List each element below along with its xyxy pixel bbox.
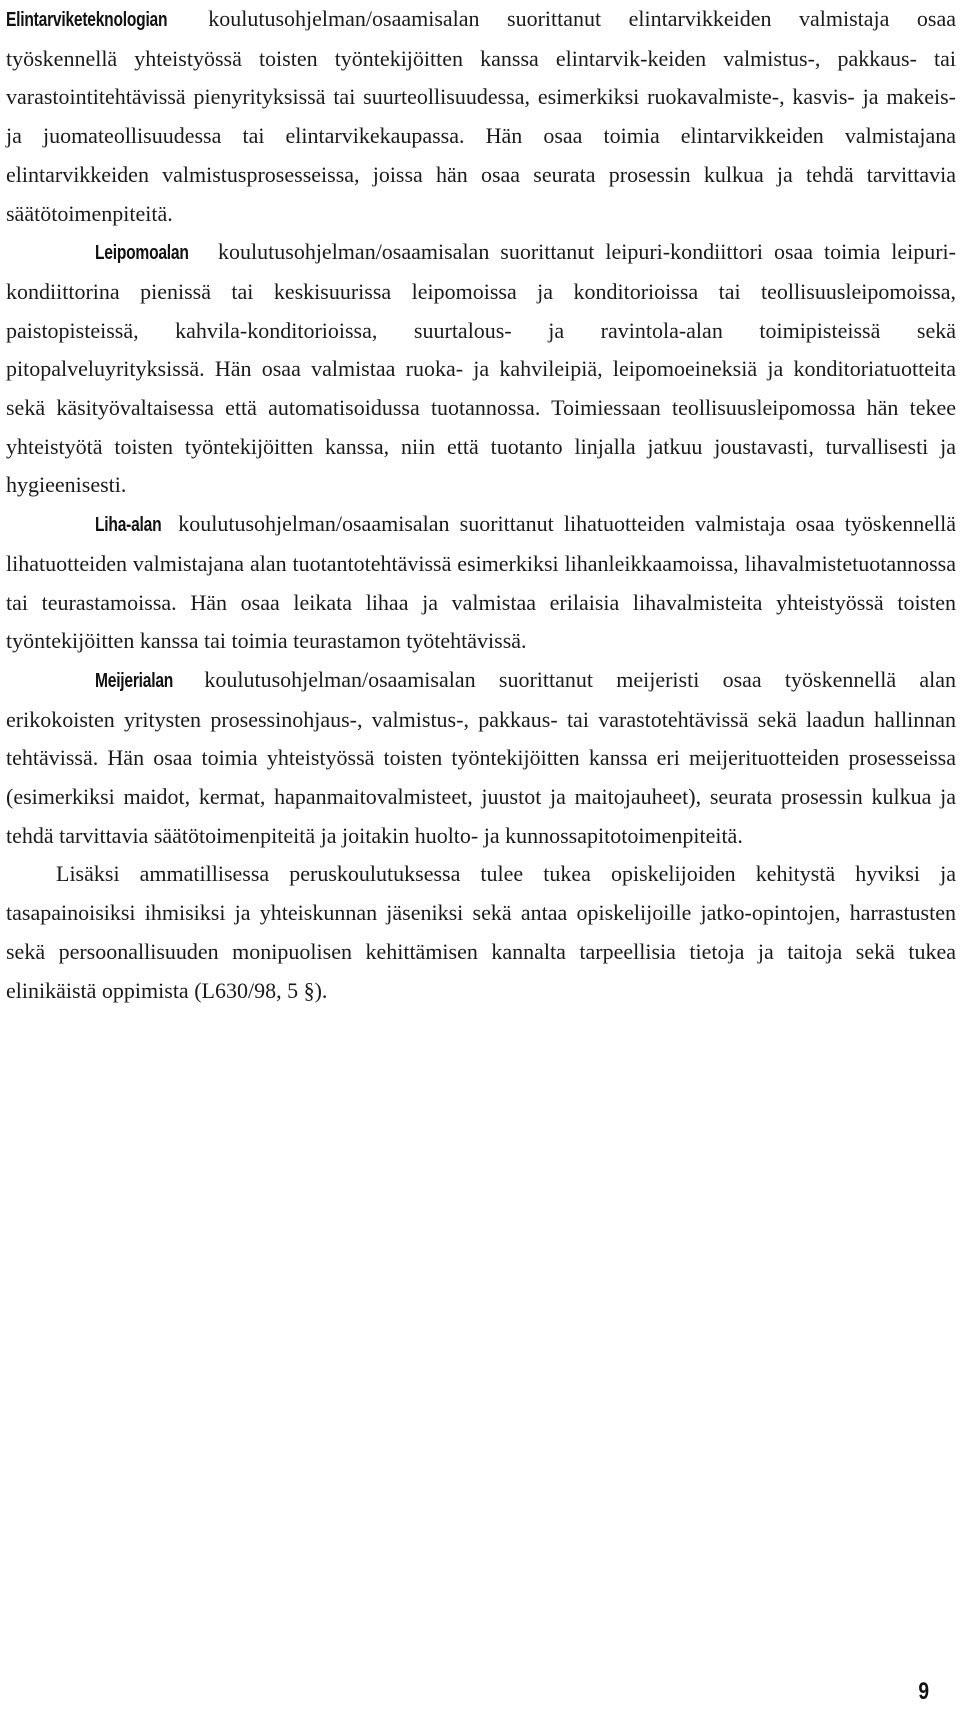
paragraph-text: koulutusohjelman/osaamisalan suorittanut meijeristi osaa työskennellä alan erikokoisten yritysten prosessinohjaus-, valmistus-, pakkaus- tai varastotehtävissä sekä laadun hallinnan tehtävissä. Hän osaa toimia yhteistyössä toisten työntekijöitten kanssa eri meijerituotteiden prosesseissa (esimerkiksi maidot, kermat, hapanmaitovalmisteet, juustot ja maitojauheet), seurata prosessin kulkua ja tehdä tarvittavia säätötoimenpiteitä ja joitakin huolto- ja kunnossapitotoimenpiteitä.	[6, 666, 956, 848]
paragraph-lead-term: Elintarviketeknologian	[6, 9, 168, 31]
page-number: 9	[917, 1678, 929, 1705]
paragraph-liha-ala	[6, 505, 956, 661]
paragraph-lisaksi	[6, 855, 956, 1010]
paragraph-text: koulutusohjelman/osaamisalan suorittanut elintarvikkeiden valmistaja osaa työskennellä yhteistyössä toisten työntekijöitten kanssa elintarvik-keiden valmistus-, pakkaus- tai varastointitehtävissä pienyrityksissä tai suurteollisuudessa, esimerkiksi ruokavalmiste-, kasvis- ja makeis- ja juomateollisuudessa tai elintarvikekaupassa. Hän osaa toimia elintarvikkeiden valmistajana elintarvikkeiden valmistusprosesseissa, joissa hän osaa seurata prosessin kulkua ja tehdä tarvittavia säätötoimenpiteitä.	[6, 6, 956, 226]
paragraph-meijeriala	[6, 661, 956, 856]
paragraph-elintarviketeknologia	[6, 0, 956, 233]
paragraph-text: koulutusohjelman/osaamisalan suorittanut leipuri-kondiittori osaa toimia leipuri-kondiittorina pienissä tai keskisuurissa leipomoissa ja konditorioissa tai teollisuusleipomoissa, paistopisteissä, kahvila-konditorioissa, suurtalous- ja ravintola-alan toimipisteissä sekä pitopalveluyrityksissä. Hän osaa valmistaa ruoka- ja kahvileipiä, leipomoeineksiä ja konditoriatuotteita sekä käsityövaltaisessa että automatisoidussa tuotannossa. Toimiessaan teollisuusleipomossa hän tekee yhteistyötä toisten työntekijöitten kanssa, niin että tuotanto linjalla jatkuu joustavasti, turvallisesti ja hygieenisesti.	[6, 239, 956, 498]
paragraph-lead-term: Liha-alan	[95, 514, 162, 537]
paragraph-text: Lisäksi ammatillisessa peruskoulutuksessa tulee tukea opiskelijoiden kehitystä hyviksi ja tasapainoisiksi ihmisiksi ja yhteiskunnan jäseniksi sekä antaa opiskelijoille jatko-opintojen, harrastusten sekä persoonallisuuden monipuolisen kehittämisen kannalta tarpeellisia tietoja ja taitoja sekä tukea elinikäistä oppimista (L630/98, 5 §).	[6, 861, 956, 1003]
document-body	[6, 0, 956, 1010]
paragraph-text: koulutusohjelman/osaamisalan suorittanut lihatuotteiden valmistaja osaa työskennellä lihatuotteiden valmistajana alan tuotantotehtävissä esimerkiksi lihanleikkaamoissa, lihavalmistetuotannossa tai teurastamoissa. Hän osaa leikata lihaa ja valmistaa erilaisia lihavalmisteita yhteistyössä toisten työntekijöitten kanssa tai toimia teurastamon työtehtävissä.	[6, 511, 956, 654]
paragraph-lead-term: Meijerialan	[95, 669, 174, 692]
paragraph-leipomoala	[6, 233, 956, 505]
paragraph-lead-term: Leipomoalan	[95, 242, 189, 265]
